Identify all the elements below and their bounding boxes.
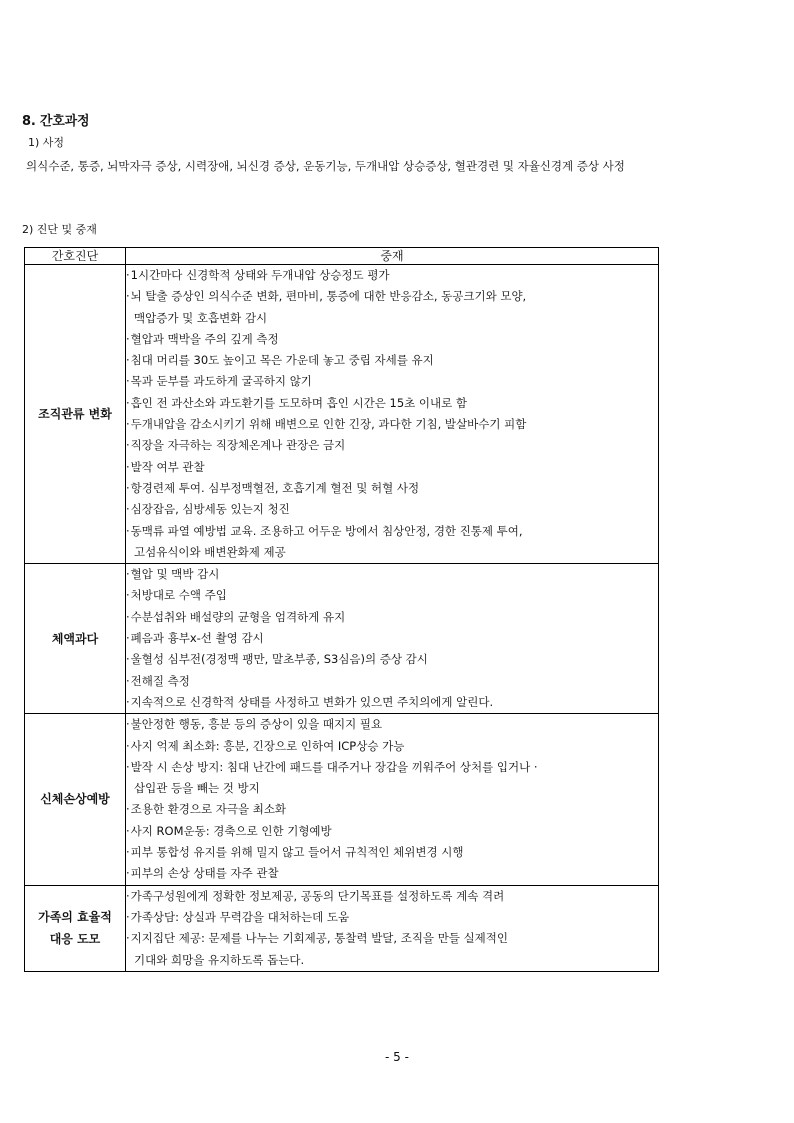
intervention-text: 발작 시 손상 방지: 침대 난간에 패드를 대주거나 장갑을 끼워주어 상처를 입거나 · bbox=[130, 759, 538, 774]
intervention-item bbox=[126, 542, 658, 563]
intervention-text: 피부 통합성 유지를 위해 밀지 않고 들어서 규칙적인 체위변경 시행 bbox=[130, 845, 464, 860]
intervention-item bbox=[126, 265, 658, 286]
intervention-item bbox=[126, 350, 658, 371]
intervention-text: 맥압증가 및 호흡변화 감시 bbox=[134, 310, 268, 325]
intervention-text: 가족구성원에게 정확한 정보제공, 공동의 단기목표를 설정하도록 계속 격려 bbox=[130, 888, 505, 903]
intervention-item bbox=[126, 863, 658, 884]
bullet-mark: · bbox=[126, 909, 130, 924]
bullet-mark: · bbox=[126, 523, 130, 538]
intervention-text: 전해질 측정 bbox=[130, 673, 190, 688]
bullet-mark: · bbox=[126, 567, 130, 582]
bullet-mark: · bbox=[126, 289, 130, 304]
intervention-cell bbox=[126, 265, 659, 564]
table-body bbox=[25, 265, 659, 972]
intervention-text: 지속적으로 신경학적 상태를 사정하고 변화가 있으면 주치의에게 알린다. bbox=[130, 694, 494, 709]
assessment-text: 의식수준, 통증, 뇌막자극 증상, 시력장애, 뇌신경 증상, 운동기능, 두개내압 상승증상, 혈관경련 및 자율신경계 증상 사정 bbox=[26, 159, 625, 173]
intervention-text: 기대와 희망을 유지하도록 돕는다. bbox=[134, 952, 305, 967]
intervention-item bbox=[126, 714, 658, 735]
bullet-mark: · bbox=[126, 652, 130, 667]
bullet-mark: · bbox=[126, 268, 130, 282]
diagnosis-cell: 신체손상예방 bbox=[25, 714, 126, 885]
intervention-item bbox=[126, 692, 658, 713]
intervention-text: 목과 둔부를 과도하게 굴곡하지 않기 bbox=[130, 374, 312, 389]
bullet-mark: · bbox=[126, 717, 130, 732]
bullet-mark: · bbox=[126, 374, 130, 389]
intervention-cell bbox=[126, 714, 659, 885]
care-plan-table bbox=[24, 247, 659, 972]
header-diagnosis: 간호진단 bbox=[25, 248, 126, 265]
diagnosis-section-label: 2) 진단 및 중재 bbox=[22, 223, 97, 236]
bullet-mark: · bbox=[126, 802, 130, 817]
intervention-item bbox=[126, 435, 658, 456]
bullet-mark: · bbox=[126, 631, 130, 646]
intervention-item bbox=[126, 649, 658, 670]
intervention-text: 혈압 및 맥박 감시 bbox=[130, 567, 220, 582]
intervention-item bbox=[126, 478, 658, 499]
intervention-item bbox=[126, 393, 658, 414]
diagnosis-cell: 체액과다 bbox=[25, 564, 126, 714]
bullet-mark: · bbox=[126, 845, 130, 860]
intervention-cell bbox=[126, 885, 659, 971]
intervention-item bbox=[126, 886, 658, 907]
bullet-mark: · bbox=[126, 609, 130, 624]
intervention-item bbox=[126, 329, 658, 350]
intervention-text: 직장을 자극하는 직장체온계나 관장은 금지 bbox=[130, 438, 346, 453]
table-row bbox=[25, 265, 659, 564]
intervention-text: 고섬유식이와 배변완화제 제공 bbox=[134, 544, 286, 559]
intervention-item bbox=[126, 499, 658, 520]
intervention-text: 흡인 전 과산소와 과도환기를 도모하며 흡인 시간은 15초 이내로 함 bbox=[130, 395, 468, 410]
intervention-list bbox=[126, 714, 658, 884]
intervention-item bbox=[126, 799, 658, 820]
intervention-item bbox=[126, 414, 658, 435]
bullet-mark: · bbox=[126, 931, 130, 946]
intervention-text: 심장잡음, 심방세동 있는지 청진 bbox=[130, 502, 290, 517]
bullet-mark: · bbox=[126, 331, 130, 346]
intervention-text: 두개내압을 감소시키기 위해 배변으로 인한 긴장, 과다한 기침, 발살바수기 피함 bbox=[130, 417, 527, 432]
intervention-text: 발작 여부 관찰 bbox=[130, 459, 205, 474]
bullet-mark: · bbox=[126, 459, 130, 474]
intervention-item bbox=[126, 842, 658, 863]
intervention-text: 삽입관 등을 빼는 것 방지 bbox=[134, 781, 260, 796]
intervention-list bbox=[126, 564, 658, 713]
intervention-item bbox=[126, 585, 658, 606]
table-row bbox=[25, 564, 659, 714]
intervention-list bbox=[126, 886, 658, 971]
bullet-mark: · bbox=[126, 738, 130, 753]
intervention-item bbox=[126, 457, 658, 478]
intervention-text: 수분섭취와 배설량의 균형을 엄격하게 유지 bbox=[130, 609, 346, 624]
bullet-mark: · bbox=[126, 888, 130, 903]
page-number: - 5 - bbox=[385, 1050, 409, 1064]
bullet-mark: · bbox=[126, 480, 130, 495]
bullet-mark: · bbox=[126, 673, 130, 688]
bullet-mark: · bbox=[126, 866, 130, 881]
intervention-item bbox=[126, 757, 658, 778]
intervention-item bbox=[126, 907, 658, 928]
table-row bbox=[25, 714, 659, 885]
bullet-mark: · bbox=[126, 588, 130, 603]
intervention-item bbox=[126, 950, 658, 971]
intervention-text: 항경련제 투여. 심부정맥혈전, 호흡기계 혈전 및 허혈 사정 bbox=[130, 480, 420, 495]
bullet-mark: · bbox=[126, 823, 130, 838]
table-header-row bbox=[25, 248, 659, 265]
intervention-item bbox=[126, 628, 658, 649]
intervention-text: 지지집단 제공: 문제를 나누는 기회제공, 통찰력 발달, 조직을 만들 실제적인 bbox=[130, 931, 509, 946]
header-intervention: 중재 bbox=[126, 248, 659, 265]
bullet-mark: · bbox=[126, 417, 130, 432]
table-row bbox=[25, 885, 659, 971]
intervention-list bbox=[126, 265, 658, 563]
intervention-item bbox=[126, 371, 658, 392]
intervention-item bbox=[126, 607, 658, 628]
intervention-text: 가족상담: 상실과 무력감을 대처하는데 도움 bbox=[130, 909, 350, 924]
intervention-cell bbox=[126, 564, 659, 714]
intervention-text: 뇌 탈출 증상인 의식수준 변화, 편마비, 통증에 대한 반응감소, 동공크기와 모양, bbox=[130, 289, 527, 304]
intervention-text: 사지 억제 최소화: 흥분, 긴장으로 인하여 ICP상승 가능 bbox=[130, 738, 405, 753]
intervention-text: 침대 머리를 30도 높이고 목은 가운데 놓고 중립 자세를 유지 bbox=[130, 353, 434, 368]
bullet-mark: · bbox=[126, 438, 130, 453]
intervention-text: 불안정한 행동, 흥분 등의 증상이 있을 때지지 필요 bbox=[130, 717, 383, 732]
bullet-mark: · bbox=[126, 395, 130, 410]
intervention-text: 조용한 환경으로 자극을 최소화 bbox=[130, 802, 287, 817]
intervention-text: 피부의 손상 상태를 자주 관찰 bbox=[130, 866, 279, 881]
diagnosis-cell: 가족의 효율적 대응 도모 bbox=[25, 885, 126, 971]
intervention-item bbox=[126, 736, 658, 757]
intervention-item bbox=[126, 308, 658, 329]
intervention-text: 혈압과 맥박을 주의 깊게 측정 bbox=[130, 331, 279, 346]
intervention-text: 1시간마다 신경학적 상태와 두개내압 상승정도 평가 bbox=[130, 268, 390, 282]
bullet-mark: · bbox=[126, 694, 130, 709]
intervention-text: 폐음과 흉부x-선 촬영 감시 bbox=[130, 631, 264, 646]
intervention-text: 처방대로 수액 주입 bbox=[130, 588, 227, 603]
bullet-mark: · bbox=[126, 502, 130, 517]
diagnosis-cell: 조직관류 변화 bbox=[25, 265, 126, 564]
intervention-item bbox=[126, 564, 658, 585]
intervention-item bbox=[126, 286, 658, 307]
intervention-text: 동맥류 파열 예방법 교육. 조용하고 어두운 방에서 침상안정, 경한 진통제 투여, bbox=[130, 523, 523, 538]
intervention-item bbox=[126, 778, 658, 799]
intervention-item bbox=[126, 521, 658, 542]
intervention-item bbox=[126, 671, 658, 692]
bullet-mark: · bbox=[126, 759, 130, 774]
assessment-label: 1) 사정 bbox=[28, 136, 65, 149]
section-title: 8. 간호과정 bbox=[22, 114, 90, 129]
intervention-item bbox=[126, 821, 658, 842]
intervention-text: 울혈성 심부전(경정맥 팽만, 말초부종, S3심음)의 증상 감시 bbox=[130, 652, 428, 667]
intervention-text: 사지 ROM운동: 경축으로 인한 기형예방 bbox=[130, 823, 332, 838]
bullet-mark: · bbox=[126, 353, 130, 368]
intervention-item bbox=[126, 928, 658, 949]
